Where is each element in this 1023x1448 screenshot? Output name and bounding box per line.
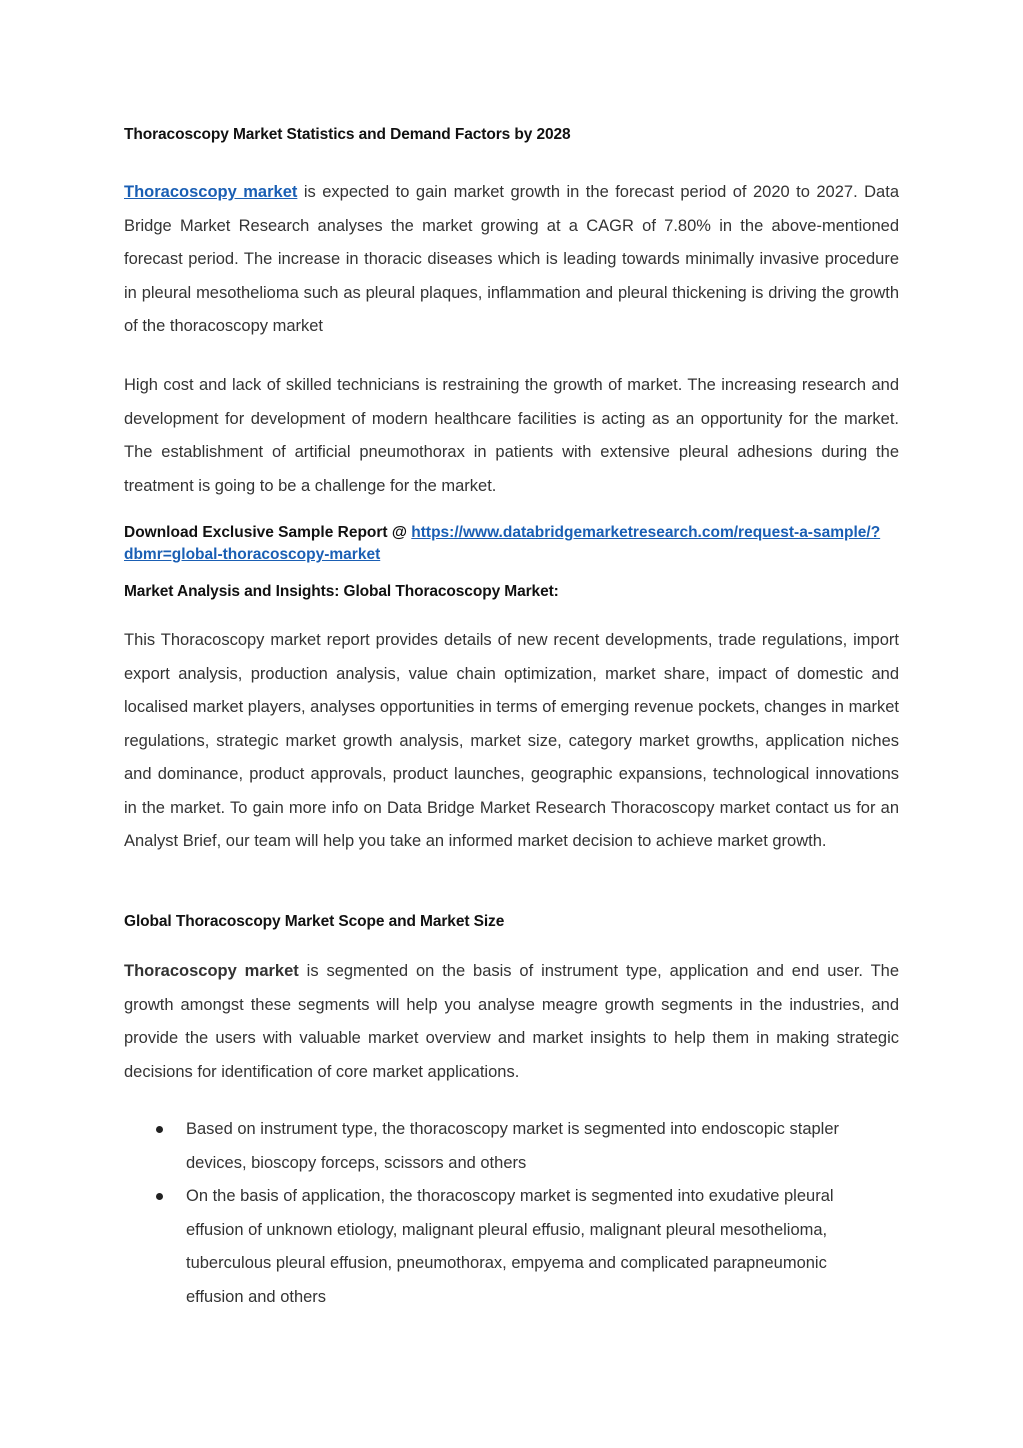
- market-analysis-paragraph: This Thoracoscopy market report provides details of new recent developments, trade regulations, import export analysis, production analysis, value chain optimization, market share, impact of domestic and localised market players, analyses opportunities in terms of emerging revenue pockets, changes in market regulations, strategic market growth analysis, market size, category market growths, application niches and dominance, product approvals, product launches, geographic expansions, technological innovations in the market. To gain more info on Data Bridge Market Research Thoracoscopy market contact us for an Analyst Brief, our team will help you take an informed market decision to achieve market growth.: [124, 631, 899, 850]
- restraints-paragraph: High cost and lack of skilled technicians is restraining the growth of market. The increasing research and development for development of modern healthcare facilities is acting as an opportunity for the market. The establishment of artificial pneumothorax in patients with extensive pleural adhesions during the treatment is going to be a challenge for the market.: [124, 376, 899, 495]
- segmentation-list: [124, 1113, 899, 1314]
- download-label: Download Exclusive Sample Report @: [124, 524, 412, 541]
- sample-report-link[interactable]: https://www.databridgemarketresearch.com/request-a-sample/?dbmr=global-thoracoscopy-market: [124, 524, 881, 563]
- intro-text: is expected to gain market growth in the forecast period of 2020 to 2027. Data Bridge Market Research analyses the market growing at a CAGR of 7.80% in the above-mentioned forecast period. The increase in thoracic diseases which is leading towards minimally invasive procedure in pleural mesothelioma such as pleural plaques, inflammation and pleural thickening is driving the growth of the thoracoscopy market: [124, 183, 899, 335]
- bullet-icon: [156, 1126, 163, 1133]
- market-analysis-heading: Market Analysis and Insights: Global Thoracoscopy Market:: [124, 583, 559, 600]
- scope-bold-term: Thoracoscopy market: [124, 962, 299, 980]
- list-item-text: Based on instrument type, the thoracoscopy market is segmented into endoscopic stapler devices, bioscopy forceps, scissors and others: [186, 1120, 840, 1172]
- market-scope-heading: Global Thoracoscopy Market Scope and Market Size: [124, 913, 505, 930]
- scope-text: is segmented on the basis of instrument type, application and end user. The growth amongst these segments will help you analyse meagre growth segments in the industries, and provide the users with valuable market overview and market insights to help them in making strategic decisions for identification of core market applications.: [124, 962, 900, 1081]
- thoracoscopy-market-link[interactable]: Thoracoscopy market: [124, 183, 298, 201]
- document-title: Thoracoscopy Market Statistics and Demand Factors by 2028: [124, 126, 571, 143]
- list-item: [124, 1180, 846, 1314]
- list-item-text: On the basis of application, the thoracoscopy market is segmented into exudative pleural effusion of unknown etiology, malignant pleural effusio, malignant pleural mesothelioma, tuberculous pleural effusion, pneumothorax, empyema and complicated parapneumonic effusion and others: [186, 1187, 834, 1306]
- intro-paragraph: [124, 176, 899, 344]
- bullet-icon: [156, 1193, 163, 1200]
- market-scope-paragraph: [124, 955, 899, 1089]
- list-item: [124, 1113, 846, 1180]
- download-sample-line: [124, 522, 899, 566]
